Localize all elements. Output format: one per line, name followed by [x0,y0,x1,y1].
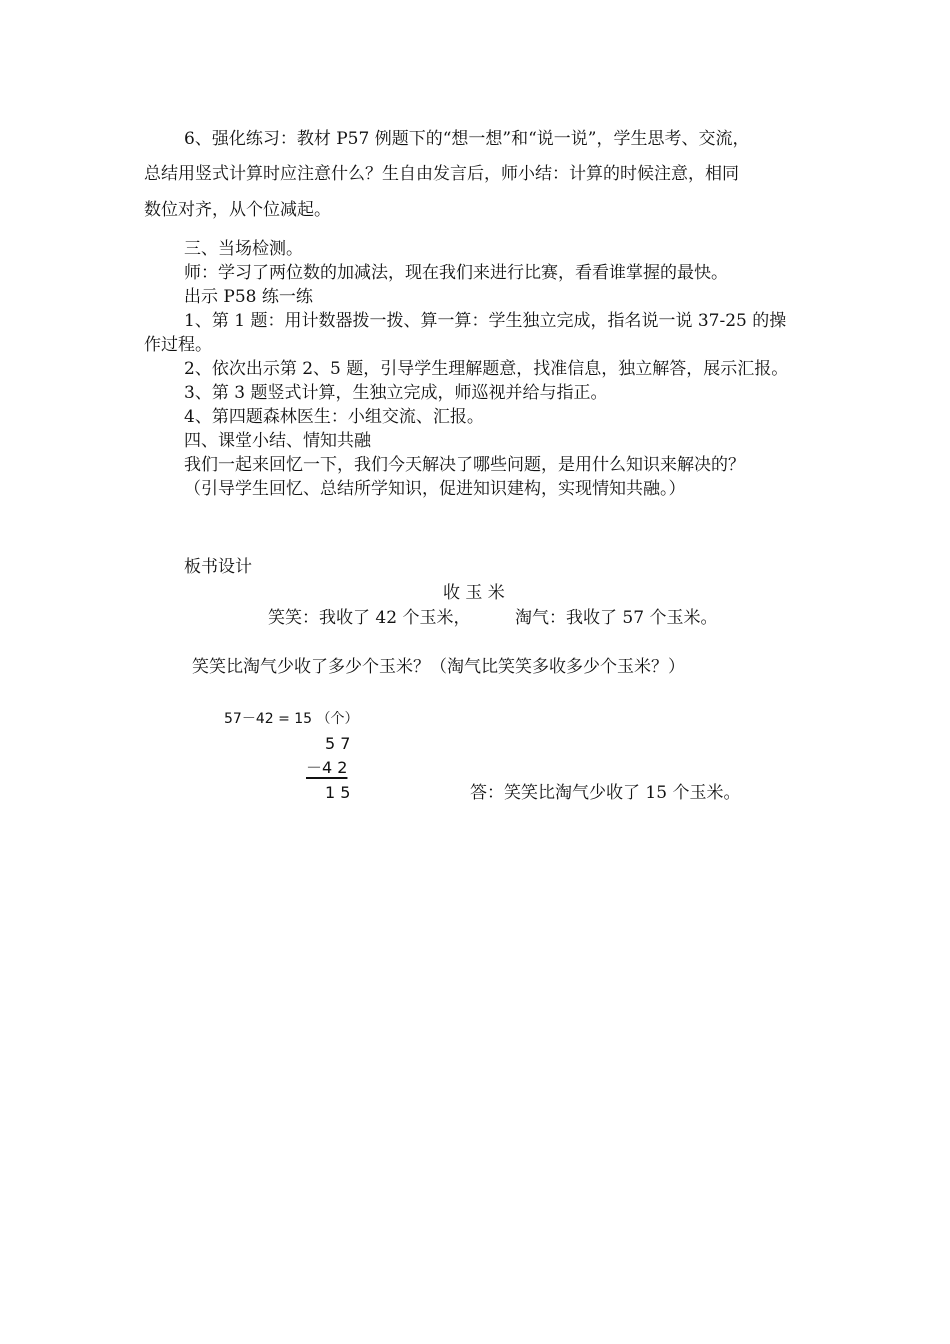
vertical-result: 1 5 [325,783,351,802]
paragraph-6-line-3: 数位对齐，从个位减起。 [144,200,331,220]
board-answer: 答：笑笑比淘气少收了 15 个玉米。 [470,783,741,803]
section-3-item-2: 2、依次出示第 2、5 题，引导学生理解题意，找准信息，独立解答，展示汇报。 [184,359,789,379]
section-4-heading: 四、课堂小结、情知共融 [184,431,371,451]
board-xiaoxiao-line: 笑笑：我收了 42 个玉米， [268,608,471,628]
section-3-teacher: 师：学习了两位数的加减法，现在我们来进行比赛，看看谁掌握的最快。 [184,263,728,283]
section-3-item-1-line-1: 1、第 1 题：用计数器拨一拨、算一算：学生独立完成，指名说一说 37-25 的操 [184,311,787,331]
section-4-note: （引导学生回忆、总结所学知识，促进知识建构，实现情知共融。） [184,479,686,499]
section-3-item-3: 3、第 3 题竖式计算，生独立完成，师巡视并给与指正。 [184,383,608,403]
board-equation: 57－42 = 15 （个） [224,711,359,727]
board-taoqi-line: 淘气：我收了 57 个玉米。 [515,608,718,628]
section-3-item-4: 4、第四题森林医生：小组交流、汇报。 [184,407,484,427]
paragraph-6-line-2: 总结用竖式计算时应注意什么？生自由发言后，师小结：计算的时候注意，相同 [144,164,739,184]
section-3-heading: 三、当场检测。 [184,239,303,259]
section-4-question: 我们一起来回忆一下，我们今天解决了哪些问题，是用什么知识来解决的？ [184,455,745,475]
section-3-item-1-line-2: 作过程。 [144,335,212,355]
vertical-top-number: 5 7 [325,734,351,753]
board-question: 笑笑比淘气少收了多少个玉米？（淘气比笑笑多收多少个玉米？） [192,657,685,677]
section-3-show: 出示 P58 练一练 [184,287,313,307]
vertical-subtrahend: －4 2 [306,758,348,777]
paragraph-6-line-1: 6、强化练习：教材 P57 例题下的“想一想”和“说一说”，学生思考、交流， [184,129,750,149]
board-design-label: 板书设计 [184,557,252,577]
board-title: 收 玉 米 [443,583,505,603]
